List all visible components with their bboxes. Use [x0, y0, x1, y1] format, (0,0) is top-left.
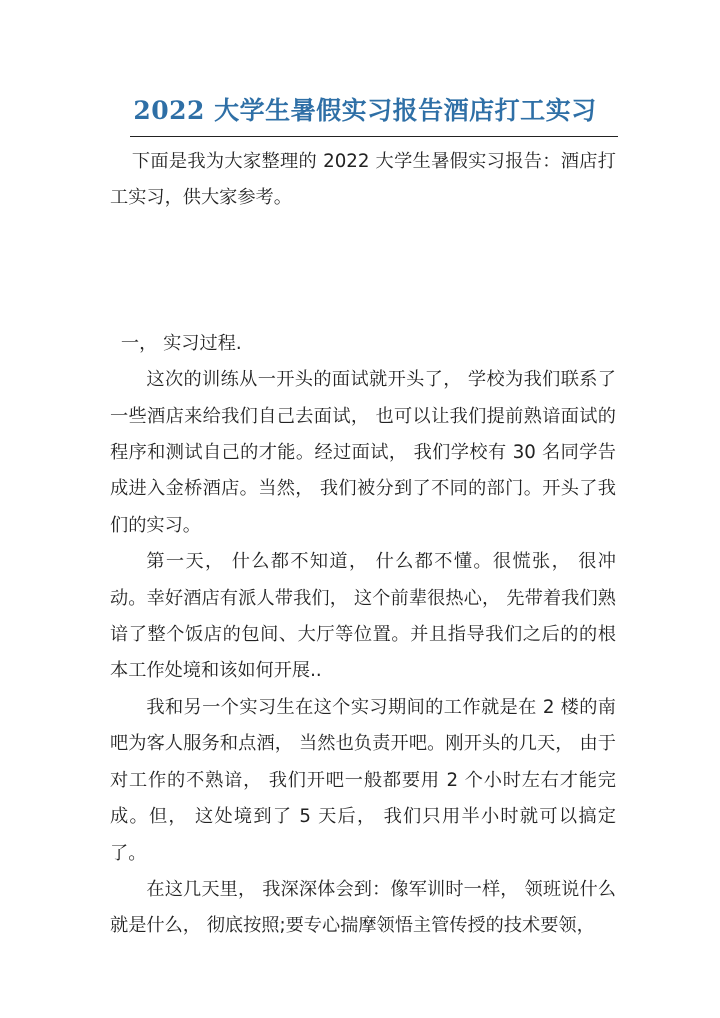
blank-space: [110, 217, 616, 326]
document-body: [110, 144, 616, 945]
intro-paragraph: 下面是我为大家整理的 2022 大学生暑假实习报告：酒店打工实习，供大家参考。: [110, 151, 616, 209]
body-paragraph: 第一天， 什么都不知道， 什么都不懂。很慌张， 很冲动。幸好酒店有派人带我们， 这个前辈很热心， 先带着我们熟谙了整个饭店的包间、大厅等位置。并且指导我们之后的的根本工作处境和该如何开展..: [110, 551, 616, 682]
body-paragraph: 我和另一个实习生在这个实习期间的工作就是在 2 楼的南吧为客人服务和点酒， 当然也负责开吧。刚开头的几天， 由于对工作的不熟谙， 我们开吧一般都要用 2 个小时左右才能完成。但， 这处境到了 5 天后， 我们只用半小时就可以搞定了。: [110, 696, 616, 864]
section-heading: 一， 实习过程.: [120, 332, 242, 354]
title-divider: [130, 136, 618, 137]
document-title: 2022 大学生暑假实习报告酒店打工实习: [133, 96, 597, 125]
body-paragraph: 这次的训练从一开头的面试就开头了， 学校为我们联系了一些酒店来给我们自己去面试， 也可以让我们提前熟谙面试的程序和测试自己的才能。经过面试， 我们学校有 30 名同学告成进入金桥酒店。当然， 我们被分到了不同的部门。开头了我们的实习。: [110, 369, 616, 536]
body-paragraph: 在这几天里， 我深深体会到：像军训时一样， 领班说什么就是什么， 彻底按照;要专心揣摩领悟主管传授的技术要领，: [110, 878, 616, 937]
